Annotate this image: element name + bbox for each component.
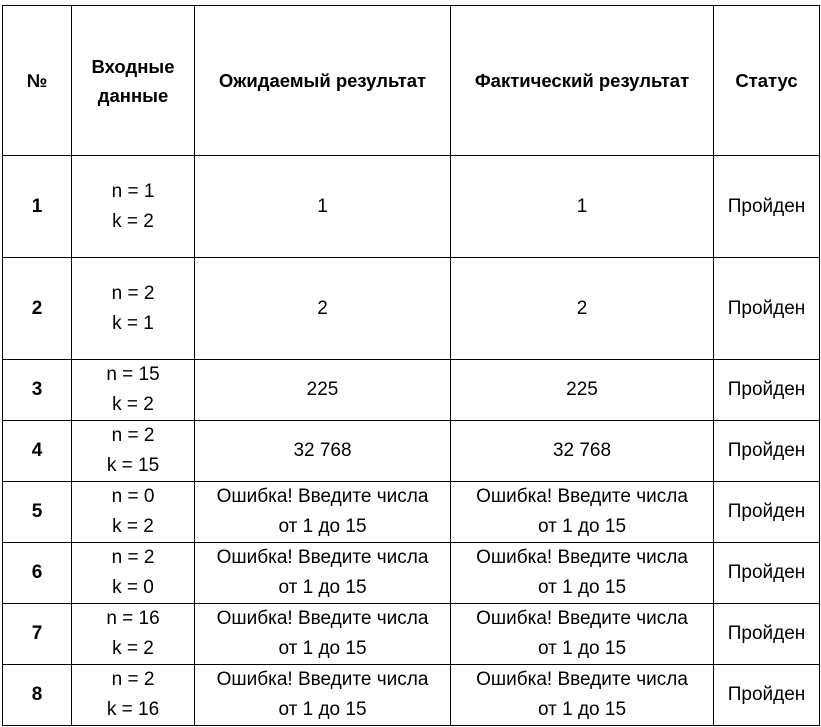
row-number: 5 [3, 482, 72, 543]
input-data-cell [72, 156, 195, 258]
input-k: k = 1 [112, 312, 154, 334]
input-k: k = 2 [112, 394, 154, 415]
status-cell: Пройден [714, 360, 820, 421]
input-k: k = 2 [112, 516, 154, 537]
header-expected: Ожидаемый результат [195, 6, 451, 156]
actual-cell [451, 665, 714, 726]
input-k: k = 15 [106, 455, 160, 476]
actual-cell [451, 543, 714, 604]
actual-cell [451, 482, 714, 543]
status-cell: Пройден [714, 604, 820, 665]
actual-line: от 1 до 15 [537, 516, 627, 537]
header-num: № [3, 6, 72, 156]
actual-cell [451, 421, 714, 482]
expected-cell [195, 482, 451, 543]
input-n: n = 2 [111, 547, 155, 568]
table-row [3, 543, 820, 604]
actual-line: Ошибка! Введите числа [476, 669, 688, 690]
actual-line: 2 [576, 297, 588, 319]
input-data-cell [72, 258, 195, 360]
expected-cell [195, 156, 451, 258]
row-number: 3 [3, 360, 72, 421]
expected-line: от 1 до 15 [278, 516, 367, 537]
expected-line: Ошибка! Введите числа [216, 669, 429, 690]
actual-line: Ошибка! Введите числа [476, 608, 688, 629]
actual-line: 32 768 [552, 440, 612, 461]
expected-cell [195, 665, 451, 726]
table-row [3, 665, 820, 726]
status-cell: Пройден [714, 543, 820, 604]
row-number: 8 [3, 665, 72, 726]
header-status: Статус [714, 6, 820, 156]
input-k: k = 2 [112, 210, 154, 232]
header-input-line1: Входные [91, 55, 175, 77]
actual-line: от 1 до 15 [537, 577, 627, 598]
row-number: 4 [3, 421, 72, 482]
input-n: n = 0 [111, 486, 155, 507]
table-row [3, 604, 820, 665]
row-number: 2 [3, 258, 72, 360]
actual-cell [451, 258, 714, 360]
actual-line: 225 [566, 379, 598, 400]
table-row [3, 156, 820, 258]
expected-cell [195, 360, 451, 421]
expected-line: Ошибка! Введите числа [216, 608, 429, 629]
expected-cell [195, 604, 451, 665]
row-number: 6 [3, 543, 72, 604]
input-data-cell [72, 604, 195, 665]
actual-cell [451, 604, 714, 665]
row-number: 1 [3, 156, 72, 258]
actual-cell [451, 360, 714, 421]
input-data-cell [72, 543, 195, 604]
input-n: n = 2 [111, 282, 155, 304]
test-cases-table [2, 5, 820, 726]
input-n: n = 2 [111, 425, 155, 446]
actual-line: Ошибка! Введите числа [476, 486, 688, 507]
input-n: n = 15 [106, 364, 160, 385]
expected-line: от 1 до 15 [278, 577, 367, 598]
table-row [3, 421, 820, 482]
expected-line: 2 [317, 297, 328, 319]
status-cell: Пройден [714, 421, 820, 482]
table-row [3, 482, 820, 543]
expected-line: Ошибка! Введите числа [216, 547, 429, 568]
input-data-cell [72, 482, 195, 543]
expected-line: 1 [317, 195, 328, 217]
input-k: k = 16 [106, 699, 160, 720]
status-cell: Пройден [714, 258, 820, 360]
actual-cell [451, 156, 714, 258]
expected-line: от 1 до 15 [278, 638, 367, 659]
expected-line: 225 [306, 379, 339, 400]
status-cell: Пройден [714, 482, 820, 543]
input-data-cell [72, 421, 195, 482]
expected-cell [195, 258, 451, 360]
header-row [3, 6, 820, 156]
expected-cell [195, 543, 451, 604]
input-n: n = 2 [111, 669, 155, 690]
input-data-cell [72, 360, 195, 421]
header-input-line2: данные [97, 84, 169, 106]
input-data-cell [72, 665, 195, 726]
expected-line: Ошибка! Введите числа [216, 486, 429, 507]
actual-line: Ошибка! Введите числа [476, 547, 688, 568]
status-cell: Пройден [714, 665, 820, 726]
expected-line: 32 768 [293, 440, 352, 461]
input-k: k = 0 [112, 577, 154, 598]
input-n: n = 1 [111, 180, 155, 202]
actual-line: от 1 до 15 [537, 699, 627, 720]
status-cell: Пройден [714, 156, 820, 258]
actual-line: от 1 до 15 [537, 638, 627, 659]
table-row [3, 360, 820, 421]
header-actual: Фактический результат [451, 6, 714, 156]
input-n: n = 16 [106, 608, 160, 629]
expected-line: от 1 до 15 [278, 699, 367, 720]
input-k: k = 2 [112, 638, 154, 659]
table-row [3, 258, 820, 360]
header-input [72, 6, 195, 156]
row-number: 7 [3, 604, 72, 665]
expected-cell [195, 421, 451, 482]
actual-line: 1 [576, 195, 588, 217]
